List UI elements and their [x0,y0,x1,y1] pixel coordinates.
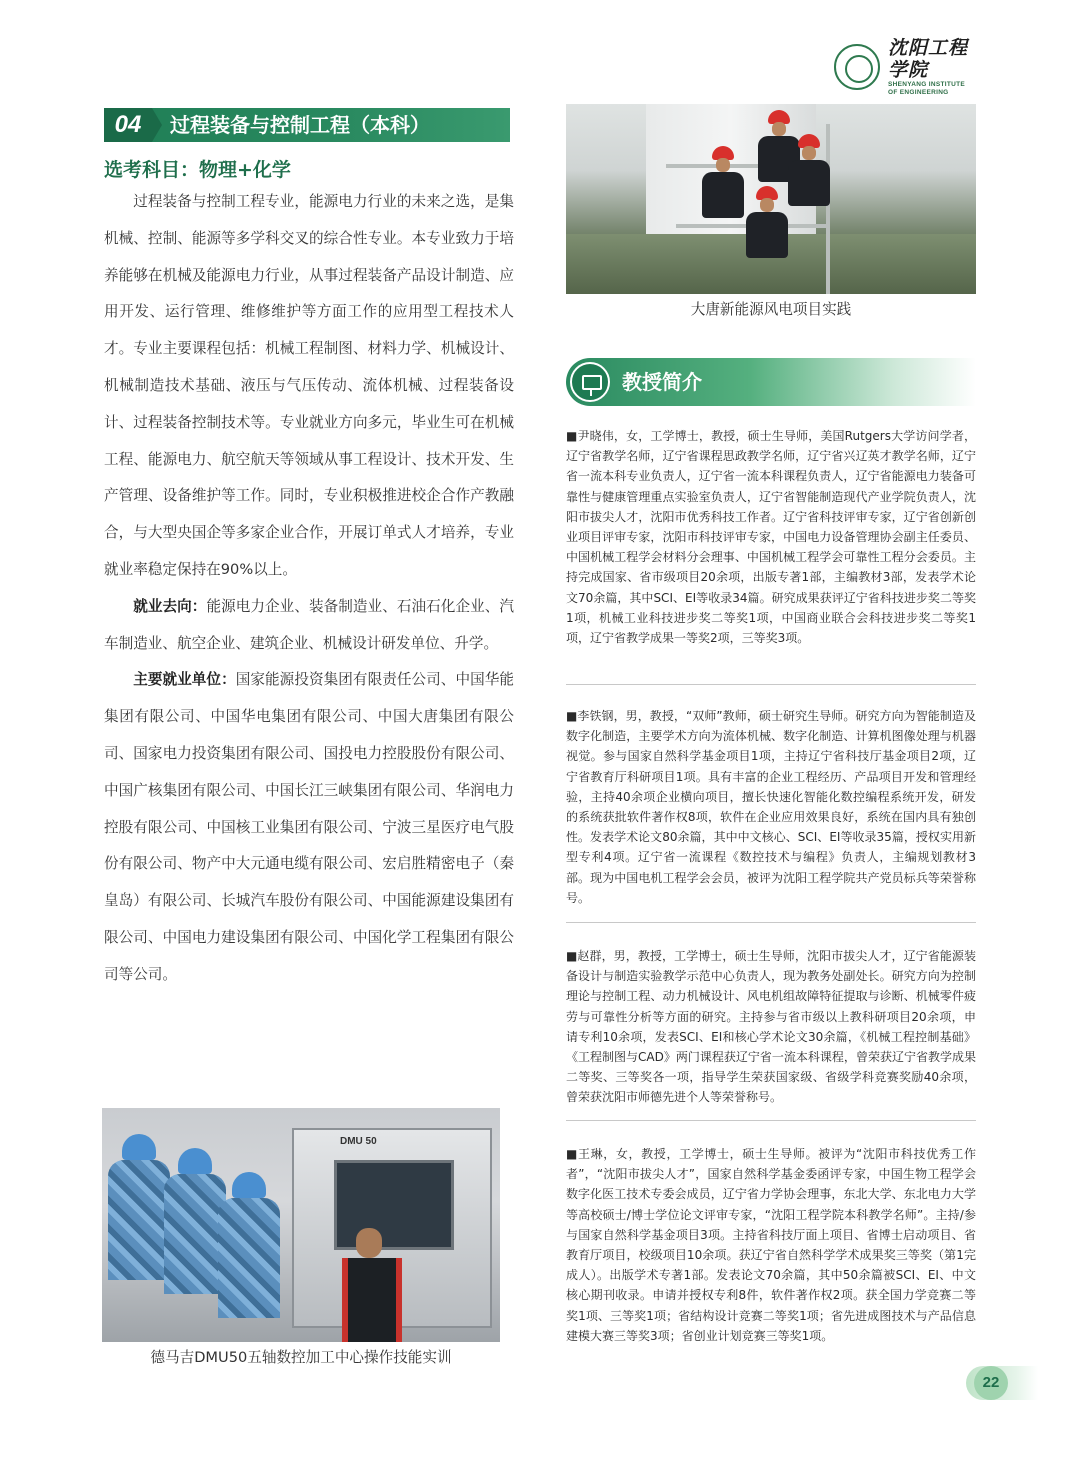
section-number: 04 [104,108,152,142]
professor-section-title: 教授简介 [622,370,702,394]
career-paragraph [104,589,514,663]
cnc-training-photo [102,1108,500,1342]
career-label: 就业去向： [133,597,207,615]
professor-bio: ■赵群，男，教授，工学博士，硕士生导师，沈阳市拔尖人才，辽宁省能源装备设计与制造实验教学示范中心负责人，现为教务处副处长。研究方向为控制理论与控制工程、动力机械设计、风电机组故障特征提取与诊断、机械零件疲劳与可靠性分析等方面的研究。主持参与省市级以上教科研项目20余项，申请专利10余项，发表SCI、EI和核心学术论文30余篇，《机械工程控制基础》《工程制图与CAD》两门课程获辽宁省一流本科课程，曾荣获辽宁省教学成果二等奖、三等奖各一项，指导学生荣获国家级、省级学科竞赛奖励40余项，曾荣获沈阳市师德先进个人等荣誉称号。 [566,949,976,1105]
page-number: 22 [974,1366,1008,1400]
professor-bio: ■尹晓伟，女，工学博士，教授，硕士生导师，美国Rutgers大学访问学者，辽宁省教学名师，辽宁省课程思政教学名师，辽宁省兴辽英才教学名师，辽宁省一流本科专业负责人，辽宁省一流本科课程负责人，辽宁省能源电力装备可靠性与健康管理重点实验室负责人，辽宁省智能制造现代产业学院负责人，沈阳市拔尖人才，沈阳市优秀科技工作者。辽宁省科技评审专家，辽宁省创新创业项目评审专家，沈阳市科技评审专家，中国电力设备管理协会副主任委员、中国机械工程学会材料分会理事、中国机械工程学会可靠性工程分会委员。主持完成国家、省市级项目20余项，出版专著1部，主编教材3部，发表学术论文70余篇，其中SCI、EI等收录34篇。研究成果获评辽宁省科技进步奖二等奖1项，机械工业科技进步奖二等奖1项，中国商业联合会科技进步奖二等奖1项，辽宁省教学成果一等奖2项，三等奖3项。 [566,429,976,646]
logo-text [888,37,984,97]
career-text: 能源电力企业、装备制造业、石油石化企业、汽车制造业、航空企业、建筑企业、机械设计研发单位、升学。 [104,597,514,652]
section-banner [104,108,510,142]
cnc-machine-label: DMU 50 [340,1136,377,1147]
intro-paragraph: 过程装备与控制工程专业，能源电力行业的未来之选，是集机械、控制、能源等多学科交叉的综合性专业。本专业致力于培养能够在机械及能源电力行业，从事过程装备产品设计制造、应用开发、运行管理、维修维护等方面工作的应用型工程技术人才。专业主要课程包括：机械工程制图、材料力学、机械设计、机械制造技术基础、液压与气压传动、流体机械、过程装备设计、过程装备控制技术等。专业就业方向多元，毕业生可在机械工程、能源电力、航空航天等领域从事工程设计、技术开发、生产管理、设备维护等工作。同时，专业积极推进校企合作产教融合，与大型央国企等多家企业合作，开展订单式人才培养，专业就业率稳定保持在90%以上。 [104,193,514,578]
cnc-window [334,1160,454,1250]
exam-subjects: 选考科目：物理+化学 [104,159,291,181]
section-title: 过程装备与控制工程（本科） [170,113,430,137]
logo-english-line-2: OF ENGINEERING [888,89,949,96]
employer-text: 国家能源投资集团有限责任公司、中国华能集团有限公司、中国华电集团有限公司、中国大唐集团有限公司、国家电力投资集团有限公司、国投电力控股股份有限公司、中国广核集团有限公司、中国长江三峡集团有限公司、华润电力控股有限公司、中国核工业集团有限公司、宁波三星医疗电气股份有限公司、物产中大元通电缆有限公司、宏启胜精密电子（秦皇岛）有限公司、长城汽车股份有限公司、中国能源建设集团有限公司、中国电力建设集团有限公司、中国化学工程集团有限公司等公司。 [104,671,514,983]
professor-section-header [566,358,976,406]
stair-rail [826,124,830,294]
logo-chinese-name: 沈阳工程学院 [888,37,969,81]
professor-bio: ■王琳，女，教授，工学博士，硕士生导师。被评为“沈阳市科技优秀工作者”，“沈阳市拔尖人才”，国家自然科学基金委函评专家，中国生物工程学会数字化医工技术专委会成员，辽宁省力学协会理事，东北大学、东北电力大学等高校硕士/博士学位论文评审专家，“沈阳工程学院本科教学名师”。主持/参与国家自然科学基金项目3项。主持省科技厅面上项目、省博士启动项目、省教育厅项目，校级项目10余项。获辽宁省自然科学学术成果奖三等奖（第1完成人）。出版学术专著1部。发表论文70余篇，其中50余篇被SCI、EI、中文核心期刊收录。申请并授权专利8件，软件著作权2项。获全国力学竞赛二等奖1项、三等奖1项；省结构设计竞赛二等奖1项；省先进成图技术与产品信息建模大赛三等奖3项；省创业计划竞赛三等奖1项。 [566,1147,976,1343]
bio-divider [566,684,976,685]
professor-bio: ■李铁钢，男，教授，“双师”教师，硕士研究生导师。研究方向为智能制造及数字化制造，主要学术方向为流体机械、数字化制造、计算机图像处理与机器视觉。参与国家自然科学基金项目1项，主持辽宁省科技厅基金项目2项，辽宁省教育厅科研项目1项。具有丰富的企业工程经历、产品项目开发和管理经验，主持40余项企业横向项目，擅长快速化智能化数控编程系统开发，研发的系统获批软件著作权8项，软件在企业应用效果良好，系统在国内具有独创性。发表学术论文80余篇，其中中文核心、SCI、EI等收录35篇，授权实用新型专利4项。辽宁省一流课程《数控技术与编程》负责人，主编规划教材3部。现为中国电机工程学会会员，被评为沈阳工程学院共产党员标兵等荣誉称号。 [566,709,976,905]
school-logo [834,37,984,96]
bio-divider [566,1120,976,1121]
bio-divider [566,922,976,923]
wind-project-photo [566,104,976,294]
employer-label: 主要就业单位： [133,671,236,689]
major-description [104,184,514,994]
cnc-photo-caption: 德马吉DMU50五轴数控加工中心操作技能实训 [150,1349,452,1366]
banner-arrow-icon [152,108,162,142]
school-seal-icon [834,44,880,90]
logo-english-line-1: SHENYANG INSTITUTE [888,81,966,88]
presentation-board-icon [570,362,610,402]
employer-paragraph [104,662,514,993]
wind-photo-caption: 大唐新能源风电项目实践 [690,301,852,318]
